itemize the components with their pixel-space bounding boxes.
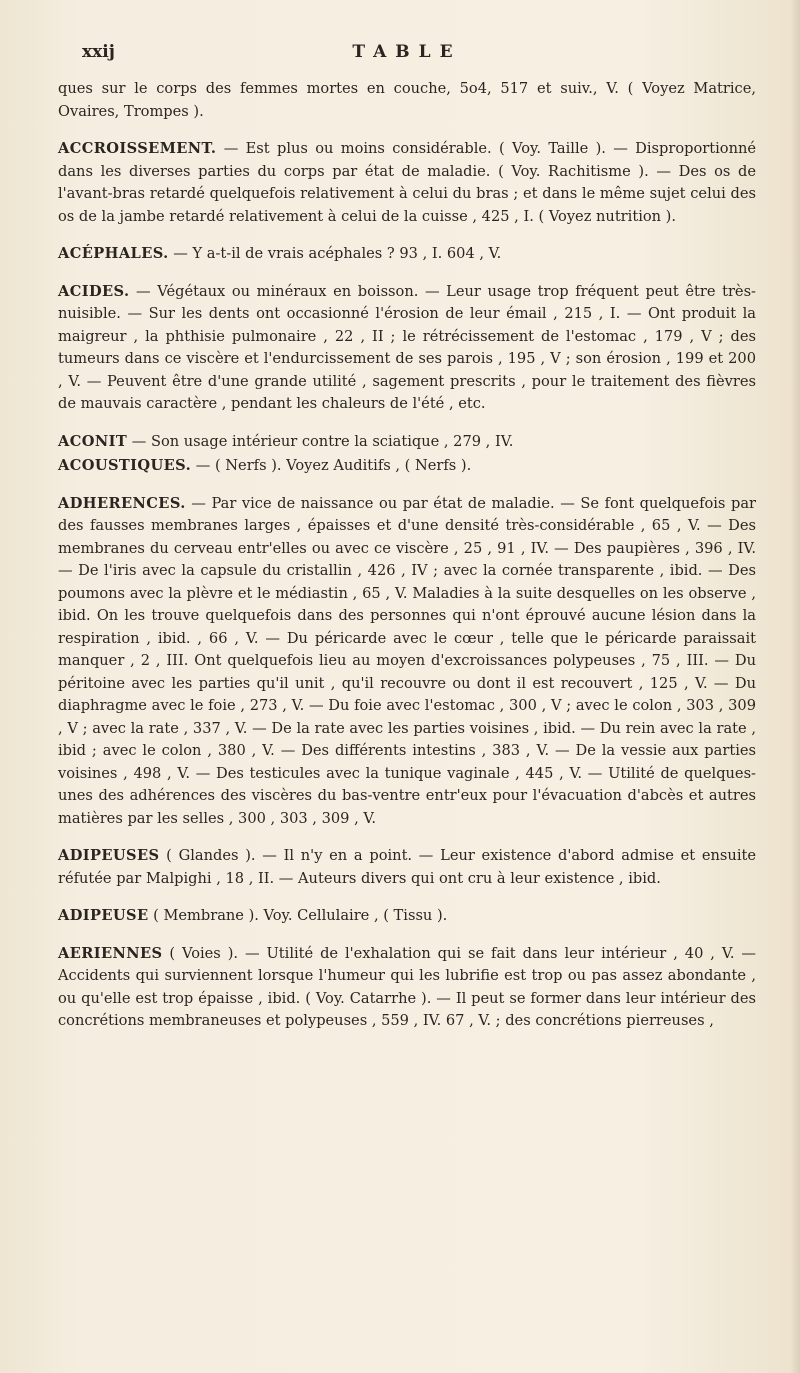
index-entry	[58, 281, 756, 416]
page-number: xxij	[82, 42, 115, 62]
entry-text: ques sur le corps des femmes mortes en couche, 5o4, 517 et suiv., V. ( Voyez Matrice, Ovaires, Trompes ).	[58, 80, 756, 120]
entry-text: ( Membrane ). Voy. Cellulaire , ( Tissu ).	[148, 907, 448, 924]
entry-text: — Son usage intérieur contre la sciatique , 279 , IV.	[127, 432, 514, 450]
entry-headword: ACOUSTIQUES.	[58, 457, 192, 474]
page-header	[58, 42, 756, 72]
entry-headword: ACÉPHALES.	[58, 245, 169, 262]
running-title: TABLE	[352, 42, 462, 62]
entry-text: — Végétaux ou minéraux en boisson. — Leur usage trop fréquent peut être très-nuisible. — Sur les dents ont occasionné l'érosion de leur émail , 215 , I. — Ont produit la maigreur , la phthisie pulmonaire , 22 , II ; le rétrécissement de l'estomac , 179 , V ; des tumeurs dans ce viscère et l'endurcissement de ses parois , 195 , V ; son érosion , 199 et 200 , V. — Peuvent être d'une grande utilité , sagement prescrits , pour le traitement des fièvres de mauvais caractère , pendant les chaleurs de l'été , etc.	[58, 282, 756, 412]
entry-text: — Est plus ou moins considérable. ( Voy. Taille ). — Disproportionné dans les diverses parties du corps par état de maladie. ( Voy. Rachitisme ). — Des os de l'avant-bras retardé quelquefois relativement à celui du bras ; et dans le même sujet celui des os de la jambe retardé relativement à celui de la cuisse , 425 , I. ( Voyez nutrition ).	[58, 140, 756, 225]
entry-headword: ACONIT	[58, 432, 128, 450]
index-entry	[58, 243, 756, 266]
entry-headword: ADHERENCES.	[58, 494, 186, 512]
entry-text: — Y a-t-il de vrais acéphales ? 93 , I. 604 , V.	[168, 245, 502, 262]
entry-headword: ACCROISSEMENT.	[58, 140, 217, 157]
index-entry	[58, 138, 756, 228]
index-entry	[58, 78, 756, 123]
index-entries	[58, 78, 756, 1033]
index-entry	[58, 845, 756, 890]
index-entry	[58, 431, 756, 454]
index-entry	[58, 455, 756, 478]
page-edge-shadow	[790, 0, 800, 1373]
entry-text: — Par vice de naissance ou par état de maladie. — Se font quelquefois par des fausses membranes larges , épaisses et d'une densité très-considérable , 65 , V. — Des membranes du cerveau entr'elles ou avec ce viscère , 25 , 91 , IV. — Des paupières , 396 , IV. — De l'iris avec la capsule du cristallin , 426 , IV ; avec la cornée transparente , ibid. — Des poumons avec la plèvre et le médiastin , 65 , V. Maladies à la suite desquelles on les observe , ibid. On les trouve quelquefois dans des personnes qui n'ont éprouvé aucune lésion dans la respiration , ibid. , 66 , V. — Du péricarde avec le cœur , telle que le péricarde paraissait manquer , 2 , III. Ont quelquefois lieu au moyen d'excroissances polypeuses , 75 , III. — Du péritoine avec les parties qu'il unit , qu'il recouvre ou dont il est recouvert , 125 , V. — Du diaphragme avec le foie , 273 , V. — Du foie avec l'estomac , 300 , V ; avec le colon , 303 , 309 , V ; avec la rate , 337 , V. — De la rate avec les parties voisines , ibid. — Du rein avec la rate , ibid ; avec le colon , 380 , V. — Des différents intestins , 383 , V. — De la vessie aux parties voisines , 498 , V. — Des testicules avec la tunique vaginale , 445 , V. — Utilité de quelques-unes des adhérences des viscères du bas-ventre entr'eux pour l'évacuation d'abcès et autres matières par les selles , 300 , 303 , 309 , V.	[58, 494, 756, 827]
entry-headword: ADIPEUSES	[58, 847, 160, 864]
index-entry	[58, 905, 756, 928]
entry-text: ( Glandes ). — Il n'y en a point. — Leur existence d'abord admise et ensuite réfutée par Malpighi , 18 , II. — Auteurs divers qui ont cru à leur existence , ibid.	[58, 847, 756, 887]
entry-headword: ADIPEUSE	[58, 907, 149, 924]
entry-text: ( Voies ). — Utilité de l'exhalation qui se fait dans leur intérieur , 40 , V. — Accidents qui surviennent lorsque l'humeur qui les lubrifie est trop ou pas assez abondante , ou qu'elle est trop épaisse , ibid. ( Voy. Catarrhe ). — Il peut se former dans leur intérieur des concrétions membraneuses et polypeuses , 559 , IV. 67 , V. ; des concrétions pierreuses ,	[58, 944, 756, 1029]
entry-headword: ACIDES.	[58, 282, 130, 300]
entry-headword: AERIENNES	[58, 944, 163, 962]
index-entry	[58, 943, 756, 1033]
entry-text: — ( Nerfs ). Voyez Auditifs , ( Nerfs ).	[191, 457, 472, 474]
index-entry	[58, 493, 756, 831]
